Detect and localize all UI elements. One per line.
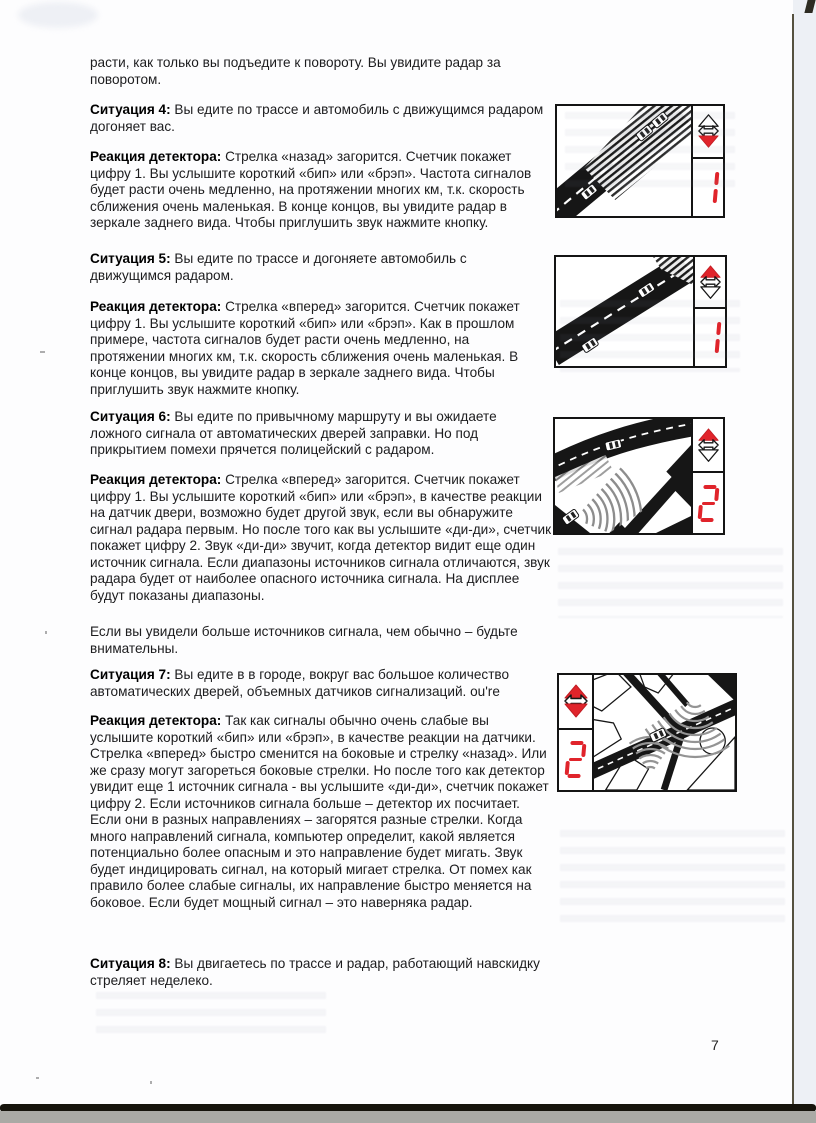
reaction-label: Реакция детектора:	[90, 472, 222, 487]
bleed-through	[96, 992, 326, 1034]
bleed-through	[565, 112, 735, 192]
signal-counter	[693, 473, 723, 533]
direction-arrows	[693, 419, 723, 473]
city-scene-situation-7	[592, 673, 737, 792]
reaction-6-paragraph	[90, 472, 553, 604]
situation-7-paragraph	[90, 667, 547, 700]
bleed-through	[558, 548, 783, 618]
situation-7-text: Вы едите в в городе, вокруг вас большое количество автоматических дверей, объемных датчиков сигнализаций. ou're	[90, 667, 510, 699]
back-arrow-icon	[700, 286, 721, 299]
reaction-7-paragraph	[90, 713, 553, 911]
back-arrow-icon	[698, 449, 719, 462]
bleed-through	[560, 300, 740, 372]
page-number: 7	[711, 1037, 719, 1053]
signal-counter	[559, 730, 592, 790]
scan-smudge	[18, 2, 98, 28]
display-counter-digit	[697, 485, 719, 522]
page-right-edge	[793, 0, 816, 1105]
road-scene-situation-6	[553, 417, 693, 535]
situation-8-label: Ситуация 8:	[90, 956, 171, 971]
reaction-7-text: Так как сигналы обычно очень слабые вы услышите короткий «бип» или «брэп», в качестве реакции на датчики. Стрелка «вперед» быстро сменится на боковые и стрелку «назад». Или же сразу могут загореться боковые стрелки. Но после того как детектор увидит еще 1 источник сигнала - вы услышите «ди-ди», счетчик покажет цифру 2. Если источников сигнала больше – детектор их посчитает. Если они в разных направлениях – загорятся разные стрелки. Когда много направлений сигнала, компьютер определит, какой является потенциально более опасным и это направление будет мигать. Звук будет индицировать сигнал, на который мигает стрелка. От помех как правило более слабые сигналы, их направление быстро меняется на боковое. Если будет мощный сигнал – это наверняка радар.	[90, 713, 549, 910]
reaction-4-paragraph	[90, 149, 547, 232]
scanner-background	[0, 1111, 816, 1123]
reaction-4-text: Стрелка «назад» загорится. Счетчик покажет цифру 1. Вы услышите короткий «бип» или «брэп». Частота сигналов будет расти очень медленно, на протяжении многих км, т.к. скорость сближения очень маленькая. В конце концов, вы увидите радар в зеркале заднего вида. Чтобы приглушить звук нажмите кнопку.	[90, 149, 532, 230]
situation-4-text: Вы едите по трассе и автомобиль с движущимся радаром догоняет вас.	[90, 102, 544, 134]
reaction-label: Реакция детектора:	[90, 299, 222, 314]
note-text: Если вы увидели больше источников сигнала, чем обычно – будьте внимательны.	[90, 624, 518, 656]
situation-6-label: Ситуация 6:	[90, 409, 171, 424]
back-arrow-icon	[564, 703, 588, 718]
display-counter-digit	[564, 741, 586, 778]
reaction-5-paragraph	[90, 299, 547, 398]
situation-8-paragraph	[90, 956, 547, 989]
situation-5-paragraph	[90, 251, 547, 284]
page-edge-line	[792, 14, 794, 1105]
situation-7-label: Ситуация 7:	[90, 667, 171, 682]
situation-6-text: Вы едите по привычному маршруту и вы ожидаете ложного сигнала от автоматических дверей заправки. Но под прикрытием помехи прячется полицейский с радаром.	[90, 409, 497, 457]
situation-5-text: Вы едите по трассе и догоняете автомобиль с движущимся радаром.	[90, 251, 467, 283]
scan-speck	[40, 351, 45, 353]
reaction-label: Реакция детектора:	[90, 149, 222, 164]
situation-6-paragraph	[90, 409, 547, 459]
scan-speck	[45, 631, 47, 634]
illustration-situation-6	[553, 417, 725, 535]
bleed-through	[560, 830, 785, 930]
situation-5-label: Ситуация 5:	[90, 251, 171, 266]
illustration-situation-7	[557, 673, 737, 792]
reaction-6-text: Стрелка «вперед» загорится. Счетчик покажет цифру 1. Вы услышите короткий «бип» или «брэп», в качестве реакции на датчик двери, возможно будет другой звук, если вы обнаружите сигнал радара первым. Но после того как вы услышите «ди-ди», счетчик покажет цифру 2. Звук «ди-ди» звучит, когда детектор видит еще один источник сигнала. Если диапазоны источников сигнала отличаются, звук радара будет от наиболее опасного источника сигнала. На дисплее будут показаны диапазоны.	[90, 472, 552, 603]
intro-text: расти, как только вы подъедите к повороту. Вы увидите радар за поворотом.	[90, 55, 501, 87]
situation-4-label: Ситуация 4:	[90, 102, 171, 117]
scan-speck	[150, 1081, 152, 1084]
direction-arrows	[559, 675, 592, 730]
scan-speck	[36, 1077, 39, 1079]
reaction-5-text: Стрелка «вперед» загорится. Счетчик покажет цифру 1. Вы услышите короткий «бип» или «брэп». Как в прошлом примере, частота сигналов будет расти очень медленно, на протяжении многих км, т.к. скорость сближения очень маленькая. В конце концов, вы увидите радар в зеркале заднего вида. Чтобы приглушить звук нажмите кнопку.	[90, 299, 520, 397]
detector-display	[557, 673, 594, 792]
detector-display	[691, 417, 725, 535]
reaction-label: Реакция детектора:	[90, 713, 222, 728]
situation-4-paragraph	[90, 102, 547, 135]
note-paragraph	[90, 624, 547, 657]
situation-8-text: Вы двигаетесь по трассе и радар, работающий навскидку стреляет неделеко.	[90, 956, 540, 988]
intro-paragraph	[90, 55, 547, 88]
